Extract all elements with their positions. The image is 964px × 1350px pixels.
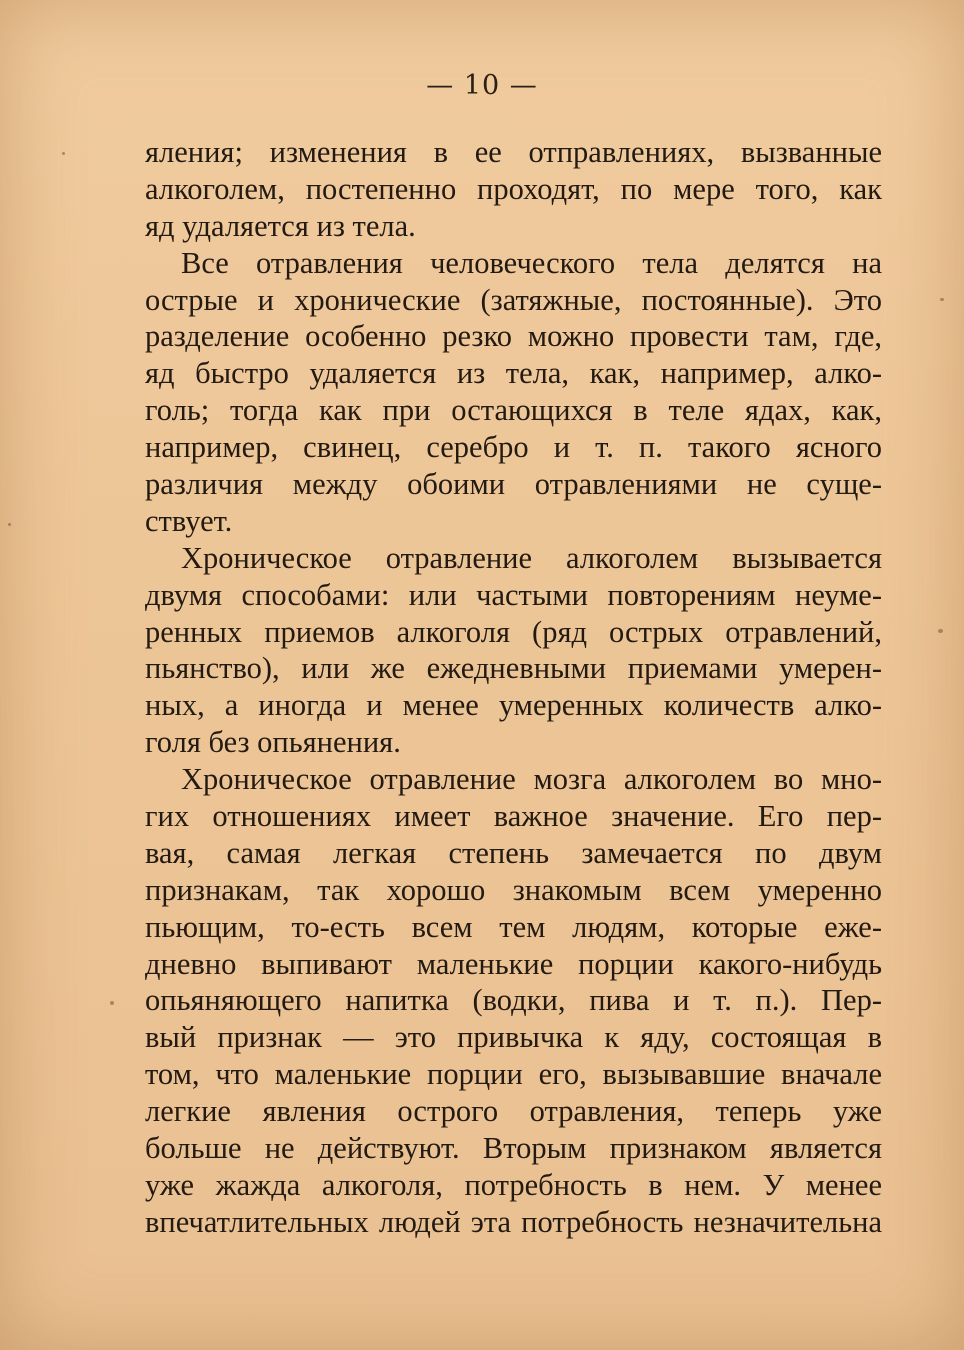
- paragraph-start-line: Хроническое отравление мозга алкоголем во мно-: [181, 762, 882, 797]
- text-line: ствует.: [145, 503, 233, 538]
- text-line: пьющим, то-есть всем тем людям, которые еже-: [145, 909, 882, 944]
- text-line: дневно выпивают маленькие порции какого-нибудь: [145, 946, 882, 981]
- text-line: например, свинец, серебро и т. п. такого ясного: [145, 430, 882, 465]
- paragraph-start-line: Все отравления человеческого тела делятся на: [181, 245, 882, 280]
- text-line: признакам, так хорошо знакомым всем умеренно: [145, 872, 882, 907]
- text-line: разделение особенно резко можно провести там, где,: [145, 319, 882, 354]
- paper-speck: [940, 298, 944, 301]
- text-line: том, что маленькие порции его, вызывавшие вначале: [145, 1057, 882, 1092]
- paper-speck: [8, 523, 11, 526]
- text-line: яд удаляется из тела.: [145, 208, 416, 243]
- text-line: яления; изменения в ее отправлениях, вызванные: [145, 135, 882, 169]
- paper-speck: [62, 152, 65, 155]
- paper-speck: [938, 629, 943, 633]
- text-line: опьяняющего напитка (водки, пива и т. п.). Пер-: [145, 983, 882, 1018]
- text-line: вый признак — это привычка к яду, состоящая в: [145, 1020, 882, 1055]
- text-line: легкие явления острого отравления, теперь уже: [145, 1094, 882, 1129]
- text-line: больше не действуют. Вторым признаком является: [145, 1131, 882, 1166]
- text-line: алкоголем, постепенно проходят, по мере того, как: [145, 171, 882, 206]
- text-line: гих отношениях имеет важное значение. Его пер-: [145, 799, 882, 834]
- text-line: яд быстро удаляется из тела, как, например, алко-: [145, 356, 882, 391]
- text-line: ренных приемов алкоголя (ряд острых отравлений,: [145, 614, 882, 649]
- text-line: голя без опьянения.: [145, 725, 401, 760]
- text-line: различия между обоими отравлениями не суще-: [145, 467, 882, 502]
- text-line: голь; тогда как при остающихся в теле ядах, как,: [145, 393, 882, 428]
- text-line: уже жажда алкоголя, потребность в нем. У менее: [145, 1167, 882, 1202]
- text-line: двумя способами: или частыми повторениям неуме-: [145, 577, 882, 612]
- text-line: впечатлительных людей эта потребность незначительна: [145, 1204, 882, 1239]
- text-line: ных, а иногда и менее умеренных количеств алко-: [145, 688, 882, 723]
- text-line: острые и хронические (затяжные, постоянные). Это: [145, 282, 882, 317]
- text-line: пьянство), или же ежедневными приемами умерен-: [145, 651, 882, 686]
- paper-speck: [110, 1001, 114, 1005]
- text-line: вая, самая легкая степень замечается по двум: [145, 835, 882, 870]
- paragraph-start-line: Хроническое отравление алкоголем вызывается: [181, 540, 882, 575]
- page-number: — 10 —: [426, 70, 538, 101]
- body-text: [145, 134, 882, 1241]
